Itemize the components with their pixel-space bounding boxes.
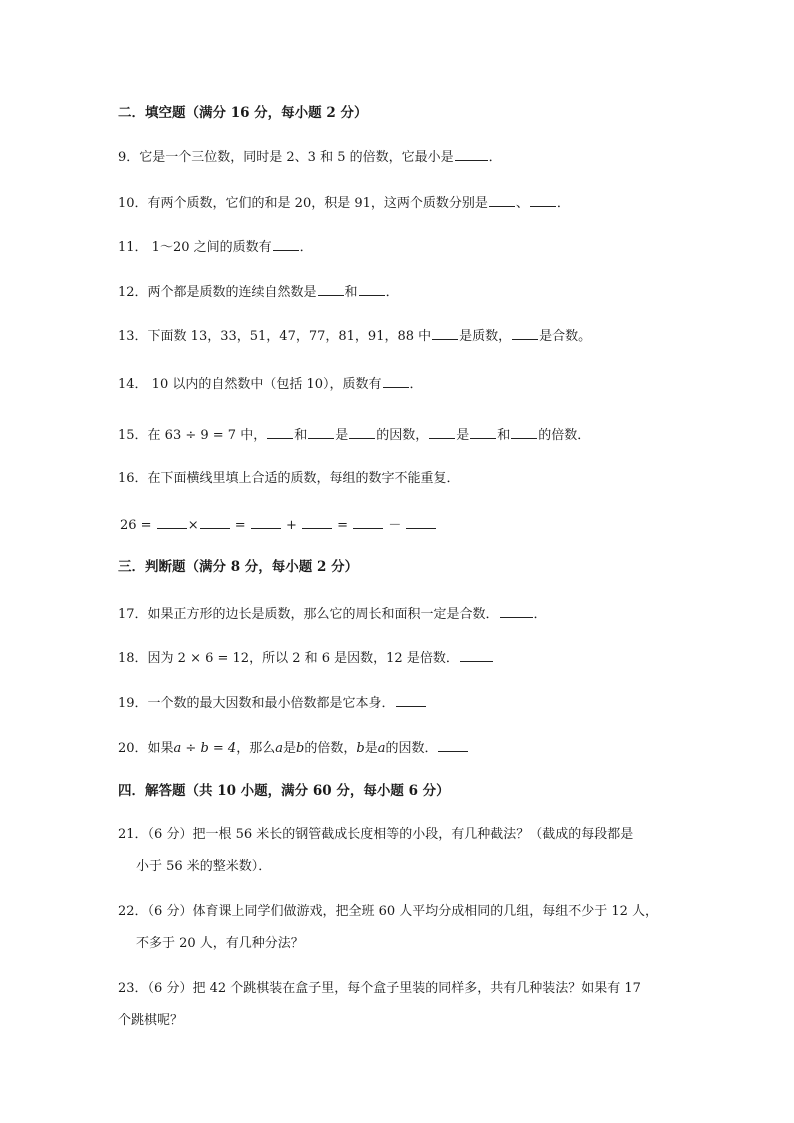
- section-4-heading: 四．解答题（共 10 小题，满分 60 分，每小题 6 分）: [118, 783, 450, 799]
- answer-blank[interactable]: [157, 515, 187, 529]
- minus-sign: －: [388, 518, 402, 533]
- question-13-mid: 是质数，: [459, 329, 512, 344]
- q15-and-2: 和: [497, 428, 511, 443]
- question-19-text: 19．一个数的最大因数和最小倍数都是它本身．: [118, 696, 395, 711]
- question-10-sep: 、: [515, 196, 529, 211]
- answer-blank[interactable]: [500, 604, 533, 618]
- answer-blank[interactable]: [251, 515, 281, 529]
- question-15: [118, 425, 590, 445]
- equation-lhs: 26 =: [120, 518, 152, 533]
- question-21-line-2: 小于 56 米的整米数）．: [136, 859, 272, 874]
- question-18-text: 18．因为 2 × 6 = 12，所以 2 和 6 是因数，12 是倍数．: [118, 651, 459, 666]
- times-sign: ×: [187, 518, 199, 533]
- q15-is-2: 是: [456, 428, 470, 443]
- question-13-text: 13．下面数 13，33，51，47，77，81，91，88 中: [118, 329, 432, 344]
- answer-blank[interactable]: [273, 237, 299, 251]
- question-22-line-1: 22．（6 分）体育课上同学们做游戏，把全班 60 人平均分成相同的几组，每组不少于 12 人，: [118, 904, 659, 919]
- question-22-line-2: 不多于 20 人，有几种分法？: [136, 936, 304, 951]
- answer-blank[interactable]: [429, 425, 455, 439]
- question-12-text: 12．两个都是质数的连续自然数是: [118, 285, 317, 300]
- question-11-end: ．: [299, 240, 313, 255]
- answer-blank[interactable]: [489, 193, 515, 207]
- question-14-text: 14． 10 以内的自然数中（包括 10），质数有: [118, 377, 382, 392]
- question-12-mid: 和: [344, 285, 358, 300]
- question-15-text: 15．在 63 ÷ 9 = 7 中，: [118, 428, 267, 443]
- question-17-text: 17．如果正方形的边长是质数，那么它的周长和面积一定是合数．: [118, 607, 499, 622]
- question-11: [118, 237, 313, 257]
- question-9-text: 9．它是一个三位数，同时是 2、3 和 5 的倍数，它最小是: [118, 150, 454, 165]
- var-b: b: [296, 741, 305, 756]
- question-10-end: ．: [556, 196, 570, 211]
- question-23-line-2: 个跳棋呢？: [118, 1013, 184, 1028]
- answer-blank[interactable]: [200, 515, 230, 529]
- q15-and-1: 和: [294, 428, 308, 443]
- answer-blank[interactable]: [530, 193, 556, 207]
- answer-blank[interactable]: [302, 515, 332, 529]
- answer-blank[interactable]: [511, 425, 537, 439]
- var-a: a: [275, 741, 283, 756]
- section-2-heading: 二．填空题（满分 16 分，每小题 2 分）: [118, 105, 368, 121]
- answer-blank[interactable]: [470, 425, 496, 439]
- question-10: [118, 193, 570, 213]
- answer-blank[interactable]: [396, 693, 426, 707]
- answer-blank[interactable]: [308, 425, 334, 439]
- answer-blank[interactable]: [353, 515, 383, 529]
- question-13: [118, 326, 591, 346]
- question-18: [118, 648, 494, 668]
- answer-blank[interactable]: [267, 425, 293, 439]
- question-10-text: 10．有两个质数，它们的和是 20，积是 91，这两个质数分别是: [118, 196, 488, 211]
- question-12: [118, 282, 399, 302]
- question-19: [118, 693, 427, 713]
- q20-end: 的因数．: [385, 741, 438, 756]
- question-16: 16．在下面横线里填上合适的质数，每组的数字不能重复．: [118, 471, 460, 486]
- q20-mid-3: 的倍数，: [304, 741, 357, 756]
- question-11-text: 11． 1～20 之间的质数有: [118, 240, 272, 255]
- q15-is-1: 是: [335, 428, 349, 443]
- question-17: [118, 604, 547, 624]
- question-20-text: 20．如果: [118, 741, 174, 756]
- var-b: b: [356, 741, 365, 756]
- plus-sign: +: [285, 518, 297, 533]
- prime-equation: [120, 515, 437, 535]
- q20-mid-4: 是: [364, 741, 378, 756]
- answer-blank[interactable]: [512, 326, 538, 340]
- question-14-end: ．: [409, 377, 423, 392]
- question-15-end: 的倍数．: [538, 428, 591, 443]
- answer-blank[interactable]: [383, 374, 409, 388]
- answer-blank[interactable]: [460, 648, 493, 662]
- question-23-line-1: 23．（6 分）把 42 个跳棋装在盒子里，每个盒子里装的同样多，共有几种装法？如果有 17: [118, 981, 641, 996]
- question-21-line-1: 21．（6 分）把一根 56 米长的钢管截成长度相等的小段，有几种截法？（截成的每段都是: [118, 827, 634, 842]
- q20-mid-1: ，那么: [236, 741, 276, 756]
- question-17-end: ．: [533, 607, 547, 622]
- answer-blank[interactable]: [359, 282, 385, 296]
- answer-blank[interactable]: [438, 738, 468, 752]
- q15-factor: 的因数，: [376, 428, 429, 443]
- answer-blank[interactable]: [432, 326, 458, 340]
- answer-blank[interactable]: [349, 425, 375, 439]
- var-a: a: [377, 741, 386, 756]
- question-9-end: ．: [488, 150, 502, 165]
- question-14: [118, 374, 423, 394]
- q20-mid-2: 是: [283, 741, 297, 756]
- answer-blank[interactable]: [318, 282, 344, 296]
- answer-blank[interactable]: [406, 515, 436, 529]
- equals-sign: =: [337, 518, 349, 533]
- question-13-end: 是合数。: [539, 329, 592, 344]
- section-3-heading: 三．判断题（满分 8 分，每小题 2 分）: [118, 559, 359, 575]
- equals-sign: =: [234, 518, 246, 533]
- answer-blank[interactable]: [455, 147, 488, 161]
- q20-expression: a ÷ b = 4: [173, 741, 237, 756]
- question-20: [118, 738, 469, 758]
- question-12-end: ．: [385, 285, 399, 300]
- question-9: [118, 147, 502, 167]
